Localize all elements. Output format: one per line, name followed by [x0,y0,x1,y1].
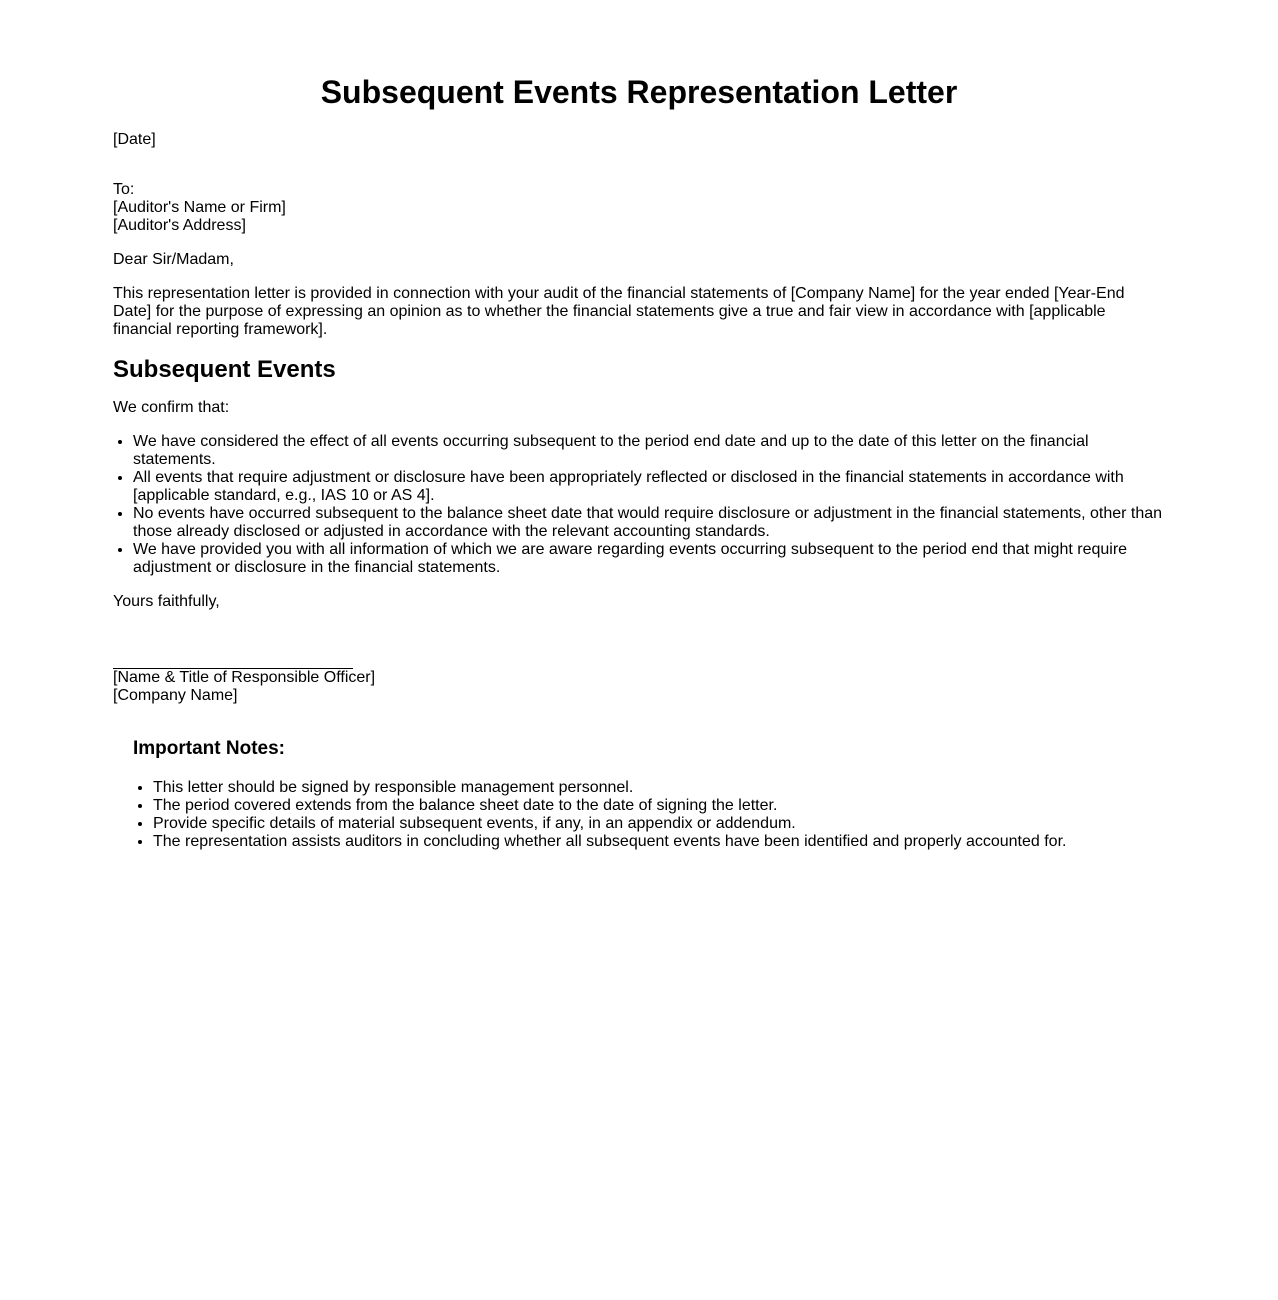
recipient-name: [Auditor's Name or Firm] [113,199,286,216]
list-item: • Provide specific details of material subsequent events, if any, in an appendix or addendum. [153,815,1165,833]
letter-body [113,131,1165,851]
intro-paragraph: This representation letter is provided in connection with your audit of the financial statements of [Company Name] for the year ended [Year-End Date] for the purpose of expressing an opinion as to whether the financial statements give a true and fair view in accordance with [applicable financial reporting framework]. [113,285,1125,338]
list-item: • We have considered the effect of all events occurring subsequent to the period end date and up to the date of this letter on the financial statements. [133,433,1165,469]
notes-list [133,779,1165,851]
section-heading: Subsequent Events [113,356,336,383]
signatory-name-title: [Name & Title of Responsible Officer] [113,669,376,686]
recipient-to-label: To: [113,181,135,198]
letter-date: [Date] [113,131,156,148]
list-item: • The period covered extends from the balance sheet date to the date of signing the letter. [153,797,1165,815]
letter-title: Subsequent Events Representation Letter [320,74,958,110]
signatory-company: [Company Name] [113,687,238,704]
recipient-address: [Auditor's Address] [113,217,246,234]
important-notes [133,738,1165,851]
list-item: • All events that require adjustment or disclosure have been appropriately reflected or disclosed in the financial statements in accordance with [applicable standard, e.g., IAS 10 or AS 4]. [133,469,1165,505]
salutation: Dear Sir/Madam, [113,251,234,268]
list-item: • We have provided you with all information of which we are aware regarding events occurring subsequent to the period end that might require adjustment or disclosure in the financial statements. [133,541,1165,577]
notes-heading: Important Notes: [133,738,285,759]
recipient-block [113,181,1165,235]
list-item: • No events have occurred subsequent to the balance sheet date that would require disclosure or adjustment in the financial statements, other than those already disclosed or adjusted in accordance with the relevant accounting standards. [133,505,1165,541]
confirm-text: We confirm that: [113,399,230,416]
confirmation-list [113,433,1165,577]
signature-block [113,669,1165,705]
list-item: • The representation assists auditors in concluding whether all subsequent events have been identified and properly accounted for. [153,833,1165,851]
list-item: • This letter should be signed by responsible management personnel. [153,779,1165,797]
closing: Yours faithfully, [113,593,220,610]
